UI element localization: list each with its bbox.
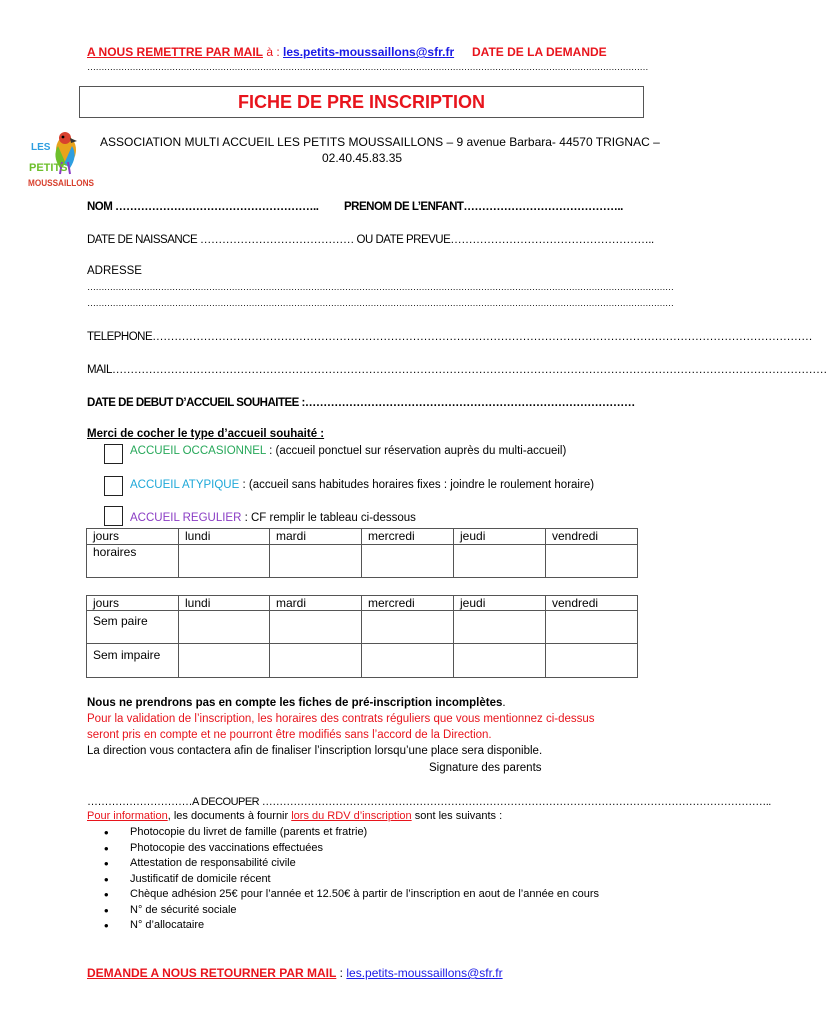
logo-text-1: LES — [31, 142, 51, 153]
table-header-cell: mercredi — [362, 596, 454, 611]
table-cell[interactable] — [179, 611, 270, 644]
adresse-line-2[interactable]: ……………………………………………………………………………………………………………………………………………………………………………………… — [87, 298, 674, 308]
table-header-cell: jeudi — [454, 596, 546, 611]
checkbox-atypique[interactable] — [104, 476, 123, 496]
logo-text-3: MOUSSAILLONS — [28, 178, 94, 189]
prenom-field[interactable]: PRENOM DE L’ENFANT…………………………………….. — [344, 201, 623, 213]
incomplete-notice-end: . — [502, 697, 506, 709]
cut-right-dots: ……………………………………………………………………………………………………………………………….. — [261, 796, 771, 808]
option-regulier — [130, 512, 416, 524]
option-regulier-desc: : CF remplir le tableau ci-dessous — [241, 512, 416, 524]
table-header-cell: vendredi — [546, 529, 638, 545]
list-item: • N° d’allocataire — [104, 918, 599, 934]
table-header-cell: mercredi — [362, 529, 454, 545]
accueil-heading: Merci de cocher le type d’accueil souhaité : — [87, 428, 325, 440]
adresse-line-1[interactable]: ……………………………………………………………………………………………………………………………………………………………………………………… — [87, 282, 674, 292]
cut-left-dots: ………………………… — [87, 796, 192, 808]
title-box — [79, 86, 644, 118]
list-item: • Justificatif de domicile récent — [104, 872, 599, 888]
table-header-cell: mardi — [270, 596, 362, 611]
incomplete-notice — [87, 697, 506, 709]
contact-notice: La direction vous contactera afin de finaliser l’inscription lorsqu’une place sera disponible. — [87, 745, 543, 757]
cut-line — [87, 796, 771, 808]
table-row — [87, 611, 638, 644]
header-line — [87, 45, 454, 59]
table-row — [87, 545, 638, 578]
table-cell[interactable] — [270, 545, 362, 578]
table-header-cell: jeudi — [454, 529, 546, 545]
table-cell[interactable] — [179, 545, 270, 578]
association-line-1: ASSOCIATION MULTI ACCUEIL LES PETITS MOUSSAILLONS – 9 avenue Barbara- 44570 TRIGNAC – — [100, 135, 660, 149]
info-mid: , les documents à fournir — [167, 810, 292, 822]
list-item: • N° de sécurité sociale — [104, 903, 599, 919]
option-occasionnel-label: ACCUEIL OCCASIONNEL — [130, 445, 266, 457]
option-occasionnel — [130, 445, 566, 457]
table-cell[interactable] — [454, 545, 546, 578]
association-line-2: 02.40.45.83.35 — [322, 151, 403, 165]
naissance-field[interactable]: DATE DE NAISSANCE …………………………………… OU DATE PREVUE……………………………………………….. — [87, 234, 654, 246]
cut-label: A DECOUPER — [192, 796, 260, 808]
table-cell[interactable] — [546, 611, 638, 644]
nom-field[interactable]: NOM ……………………………………………….. — [87, 201, 319, 213]
date-debut-field[interactable]: DATE DE DEBUT D’ACCUEIL SOUHAITEE :……………………………………………………………………………… — [87, 397, 635, 409]
table-cell[interactable] — [546, 545, 638, 578]
table-cell[interactable] — [362, 644, 454, 678]
table-cell[interactable] — [362, 545, 454, 578]
validation-notice-2: seront pris en compte et ne pourront être modifiés sans l’accord de la Direction. — [87, 729, 492, 741]
info-line — [87, 810, 502, 822]
info-link-1[interactable]: Pour information — [87, 810, 168, 822]
table-header-cell: lundi — [179, 529, 270, 545]
logo — [28, 128, 98, 192]
table-cell[interactable] — [179, 644, 270, 678]
list-item: • Chèque adhésion 25€ pour l’année et 12.50€ à partir de l’inscription en aout de l’année en cours — [104, 887, 599, 903]
signature-label: Signature des parents — [429, 762, 542, 774]
telephone-field[interactable]: TELEPHONE……………………………………………………………………………………………………………………………………………………………… — [87, 331, 813, 343]
checkbox-regulier[interactable] — [104, 506, 123, 526]
validation-notice-1: Pour la validation de l’inscription, les horaires des contrats réguliers que vous mentionnez ci-dessus — [87, 713, 595, 725]
row-label: horaires — [87, 545, 179, 578]
header-email-link[interactable]: les.petits-moussaillons@sfr.fr — [283, 45, 455, 59]
table-cell[interactable] — [270, 644, 362, 678]
date-demande-label: DATE DE LA DEMANDE — [472, 45, 607, 59]
list-item: • Attestation de responsabilité civile — [104, 856, 599, 872]
option-regulier-label: ACCUEIL REGULIER — [130, 512, 242, 524]
schedule-table-2 — [86, 595, 638, 678]
table-header-row — [87, 529, 638, 545]
adresse-label: ADRESSE — [87, 265, 142, 277]
row-label: Sem paire — [87, 611, 179, 644]
table-header-cell: mardi — [270, 529, 362, 545]
table-cell[interactable] — [546, 644, 638, 678]
option-atypique-label: ACCUEIL ATYPIQUE — [130, 479, 240, 491]
documents-list — [104, 825, 599, 934]
table-cell[interactable] — [454, 644, 546, 678]
mail-field[interactable]: MAIL…………………………………………………………………………………………………………………………………………………………………………… — [87, 364, 827, 376]
footer-email-link[interactable]: les.petits-moussaillons@sfr.fr — [346, 966, 503, 980]
info-link-2[interactable]: lors du RDV d’inscription — [291, 810, 412, 822]
checkbox-occasionnel[interactable] — [104, 444, 123, 464]
table-cell[interactable] — [362, 611, 454, 644]
table-cell[interactable] — [270, 611, 362, 644]
table-header-cell: vendredi — [546, 596, 638, 611]
footer-line — [87, 966, 503, 980]
remettre-label: A NOUS REMETTRE PAR MAIL — [87, 45, 263, 59]
list-item: • Photocopie des vaccinations effectuées — [104, 841, 599, 857]
footer-label: DEMANDE A NOUS RETOURNER PAR MAIL — [87, 966, 337, 980]
list-item: • Photocopie du livret de famille (parents et fratrie) — [104, 825, 599, 841]
schedule-table-1 — [86, 528, 638, 578]
table-header-cell: lundi — [179, 596, 270, 611]
incomplete-notice-text: Nous ne prendrons pas en compte les fiches de pré-inscription incomplètes — [87, 697, 503, 709]
table-header-row — [87, 596, 638, 611]
page-title: FICHE DE PRE INSCRIPTION — [237, 92, 486, 112]
table-row — [87, 644, 638, 678]
info-end: sont les suivants : — [411, 810, 503, 822]
logo-text-2: PETITS — [29, 162, 68, 174]
table-cell[interactable] — [454, 611, 546, 644]
a-separator: à : — [266, 45, 284, 59]
option-atypique — [130, 479, 594, 491]
footer-separator: : — [336, 966, 347, 980]
table-header-cell: jours — [87, 529, 179, 545]
option-occasionnel-desc: : (accueil ponctuel sur réservation auprès du multi-accueil) — [265, 445, 567, 457]
option-atypique-desc: : (accueil sans habitudes horaires fixes : joindre le roulement horaire) — [239, 479, 595, 491]
table-header-cell: jours — [87, 596, 179, 611]
row-label: Sem impaire — [87, 644, 179, 678]
header-dots: ……………………………………………………………………………………………………………………………………………………………………………… — [87, 62, 648, 72]
